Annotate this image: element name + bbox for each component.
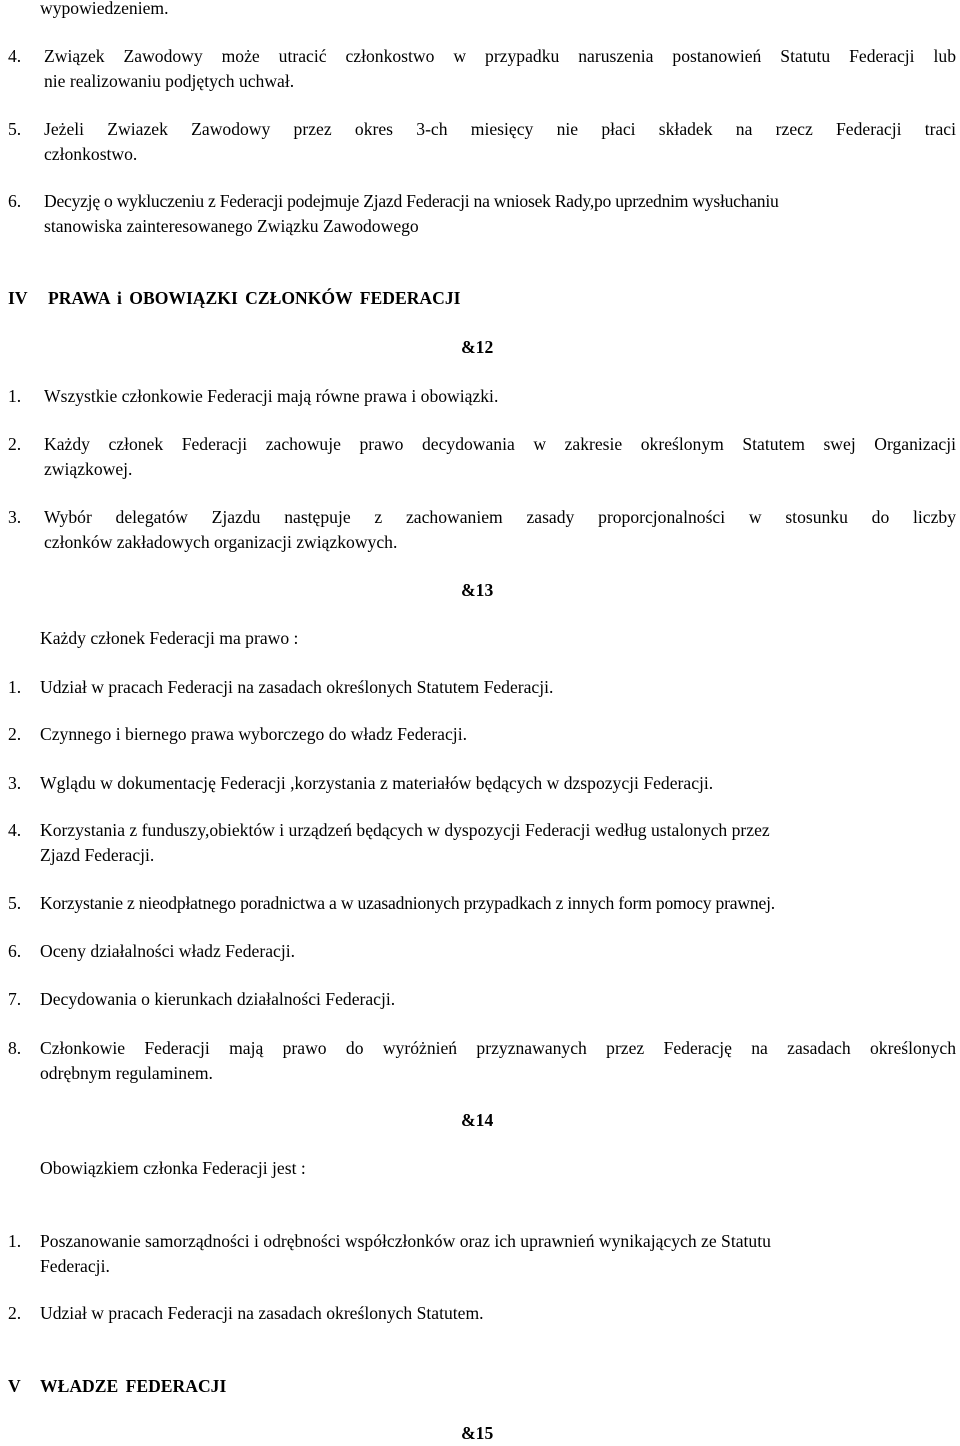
list-item bbox=[0, 189, 960, 239]
list-item bbox=[0, 939, 960, 964]
item-text-line: Udział w pracach Federacji na zasadach określonych Statutem. bbox=[40, 1303, 484, 1323]
list-item bbox=[0, 117, 960, 167]
paragraph-mark: &12 bbox=[461, 337, 494, 357]
item-number: 5. bbox=[8, 893, 22, 913]
section-number: V bbox=[8, 1376, 21, 1396]
item-number: 3. bbox=[8, 773, 22, 793]
list-item bbox=[0, 1036, 960, 1086]
item-number: 3. bbox=[8, 507, 22, 527]
item-number: 8. bbox=[8, 1038, 22, 1058]
item-text-line: Czynnego i biernego prawa wyborczego do władz Federacji. bbox=[40, 724, 467, 744]
item-number: 1. bbox=[8, 677, 22, 697]
list-item bbox=[0, 891, 960, 916]
item-text-line: Jeżeli Zwiazek Zawodowy przez okres 3-ch miesięcy nie płaci składek na rzecz Federacji traci bbox=[44, 119, 956, 139]
list-item bbox=[0, 432, 960, 482]
item-text-line: nie realizowaniu podjętych uchwał. bbox=[44, 71, 295, 91]
item-number: 1. bbox=[8, 386, 22, 406]
item-text-line: Poszanowanie samorządności i odrębności współczłonków oraz ich uprawnień wynikających ze Statutu bbox=[40, 1231, 771, 1251]
section-heading bbox=[0, 286, 960, 311]
item-text-line: stanowiska zainteresowanego Związku Zawodowego bbox=[44, 216, 419, 236]
item-number: 4. bbox=[8, 820, 22, 840]
item-text-line: Decyzję o wykluczeniu z Federacji podejmuje Zjazd Federacji na wniosek Rady,po uprzednim wysłuchaniu bbox=[44, 191, 779, 211]
item-text-line: Oceny działalności władz Federacji. bbox=[40, 941, 295, 961]
item-number: 6. bbox=[8, 191, 22, 211]
item-text-line: Zjazd Federacji. bbox=[40, 845, 155, 865]
item-number: 2. bbox=[8, 724, 22, 744]
item-number: 2. bbox=[8, 434, 22, 454]
item-text-line: Korzystanie z nieodpłatnego poradnictwa a w uzasadnionych przypadkach z innych form pomocy prawnej. bbox=[40, 893, 775, 913]
paragraph-intro: Każdy członek Federacji ma prawo : bbox=[40, 628, 299, 648]
section-title: WŁADZE FEDERACJI bbox=[40, 1376, 227, 1396]
list-item bbox=[0, 987, 960, 1012]
list-item bbox=[0, 675, 960, 700]
item-text-line: Wglądu w dokumentację Federacji ,korzystania z materiałów będących w dzspozycji Federacji. bbox=[40, 773, 714, 793]
section-title: PRAWA i OBOWIĄZKI CZŁONKÓW FEDERACJI bbox=[48, 288, 461, 308]
list-item bbox=[0, 818, 960, 868]
item-text-line: Federacji. bbox=[40, 1256, 110, 1276]
section-number: IV bbox=[8, 288, 28, 308]
paragraph-mark: &14 bbox=[461, 1110, 494, 1130]
list-item bbox=[0, 44, 960, 94]
continued-text: wypowiedzeniem. bbox=[40, 0, 169, 18]
item-number: 2. bbox=[8, 1303, 22, 1323]
list-item bbox=[0, 1301, 960, 1326]
section-heading bbox=[0, 1374, 960, 1399]
item-text-line: Decydowania o kierunkach działalności Federacji. bbox=[40, 989, 396, 1009]
item-text-line: Wszystkie członkowie Federacji mają równe prawa i obowiązki. bbox=[44, 386, 499, 406]
paragraph-intro: Obowiązkiem członka Federacji jest : bbox=[40, 1158, 306, 1178]
list-item bbox=[0, 384, 960, 409]
item-text-line: odrębnym regulaminem. bbox=[40, 1063, 213, 1083]
item-number: 6. bbox=[8, 941, 22, 961]
item-text-line: Wybór delegatów Zjazdu następuje z zachowaniem zasady proporcjonalności w stosunku do liczby bbox=[44, 507, 956, 527]
list-item bbox=[0, 722, 960, 747]
list-item bbox=[0, 1229, 960, 1279]
item-text-line: Członkowie Federacji mają prawo do wyróżnień przyznawanych przez Federację na zasadach określonych bbox=[40, 1038, 956, 1058]
item-text-line: Udział w pracach Federacji na zasadach określonych Statutem Federacji. bbox=[40, 677, 554, 697]
item-number: 4. bbox=[8, 46, 22, 66]
item-text-line: związkowej. bbox=[44, 459, 133, 479]
list-item bbox=[0, 771, 960, 796]
item-text-line: Każdy członek Federacji zachowuje prawo decydowania w zakresie określonym Statutem swej Organizacji bbox=[44, 434, 956, 454]
item-text-line: członkostwo. bbox=[44, 144, 138, 164]
item-text-line: Korzystania z funduszy,obiektów i urządzeń będących w dyspozycji Federacji według ustalonych przez bbox=[40, 820, 770, 840]
item-number: 5. bbox=[8, 119, 22, 139]
item-text-line: Związek Zawodowy może utracić członkostwo w przypadku naruszenia postanowień Statutu Federacji lub bbox=[44, 46, 956, 66]
paragraph-mark: &15 bbox=[461, 1423, 494, 1443]
list-item bbox=[0, 505, 960, 555]
item-number: 1. bbox=[8, 1231, 22, 1251]
paragraph-mark: &13 bbox=[461, 580, 494, 600]
item-number: 7. bbox=[8, 989, 22, 1009]
item-text-line: członków zakładowych organizacji związkowych. bbox=[44, 532, 398, 552]
